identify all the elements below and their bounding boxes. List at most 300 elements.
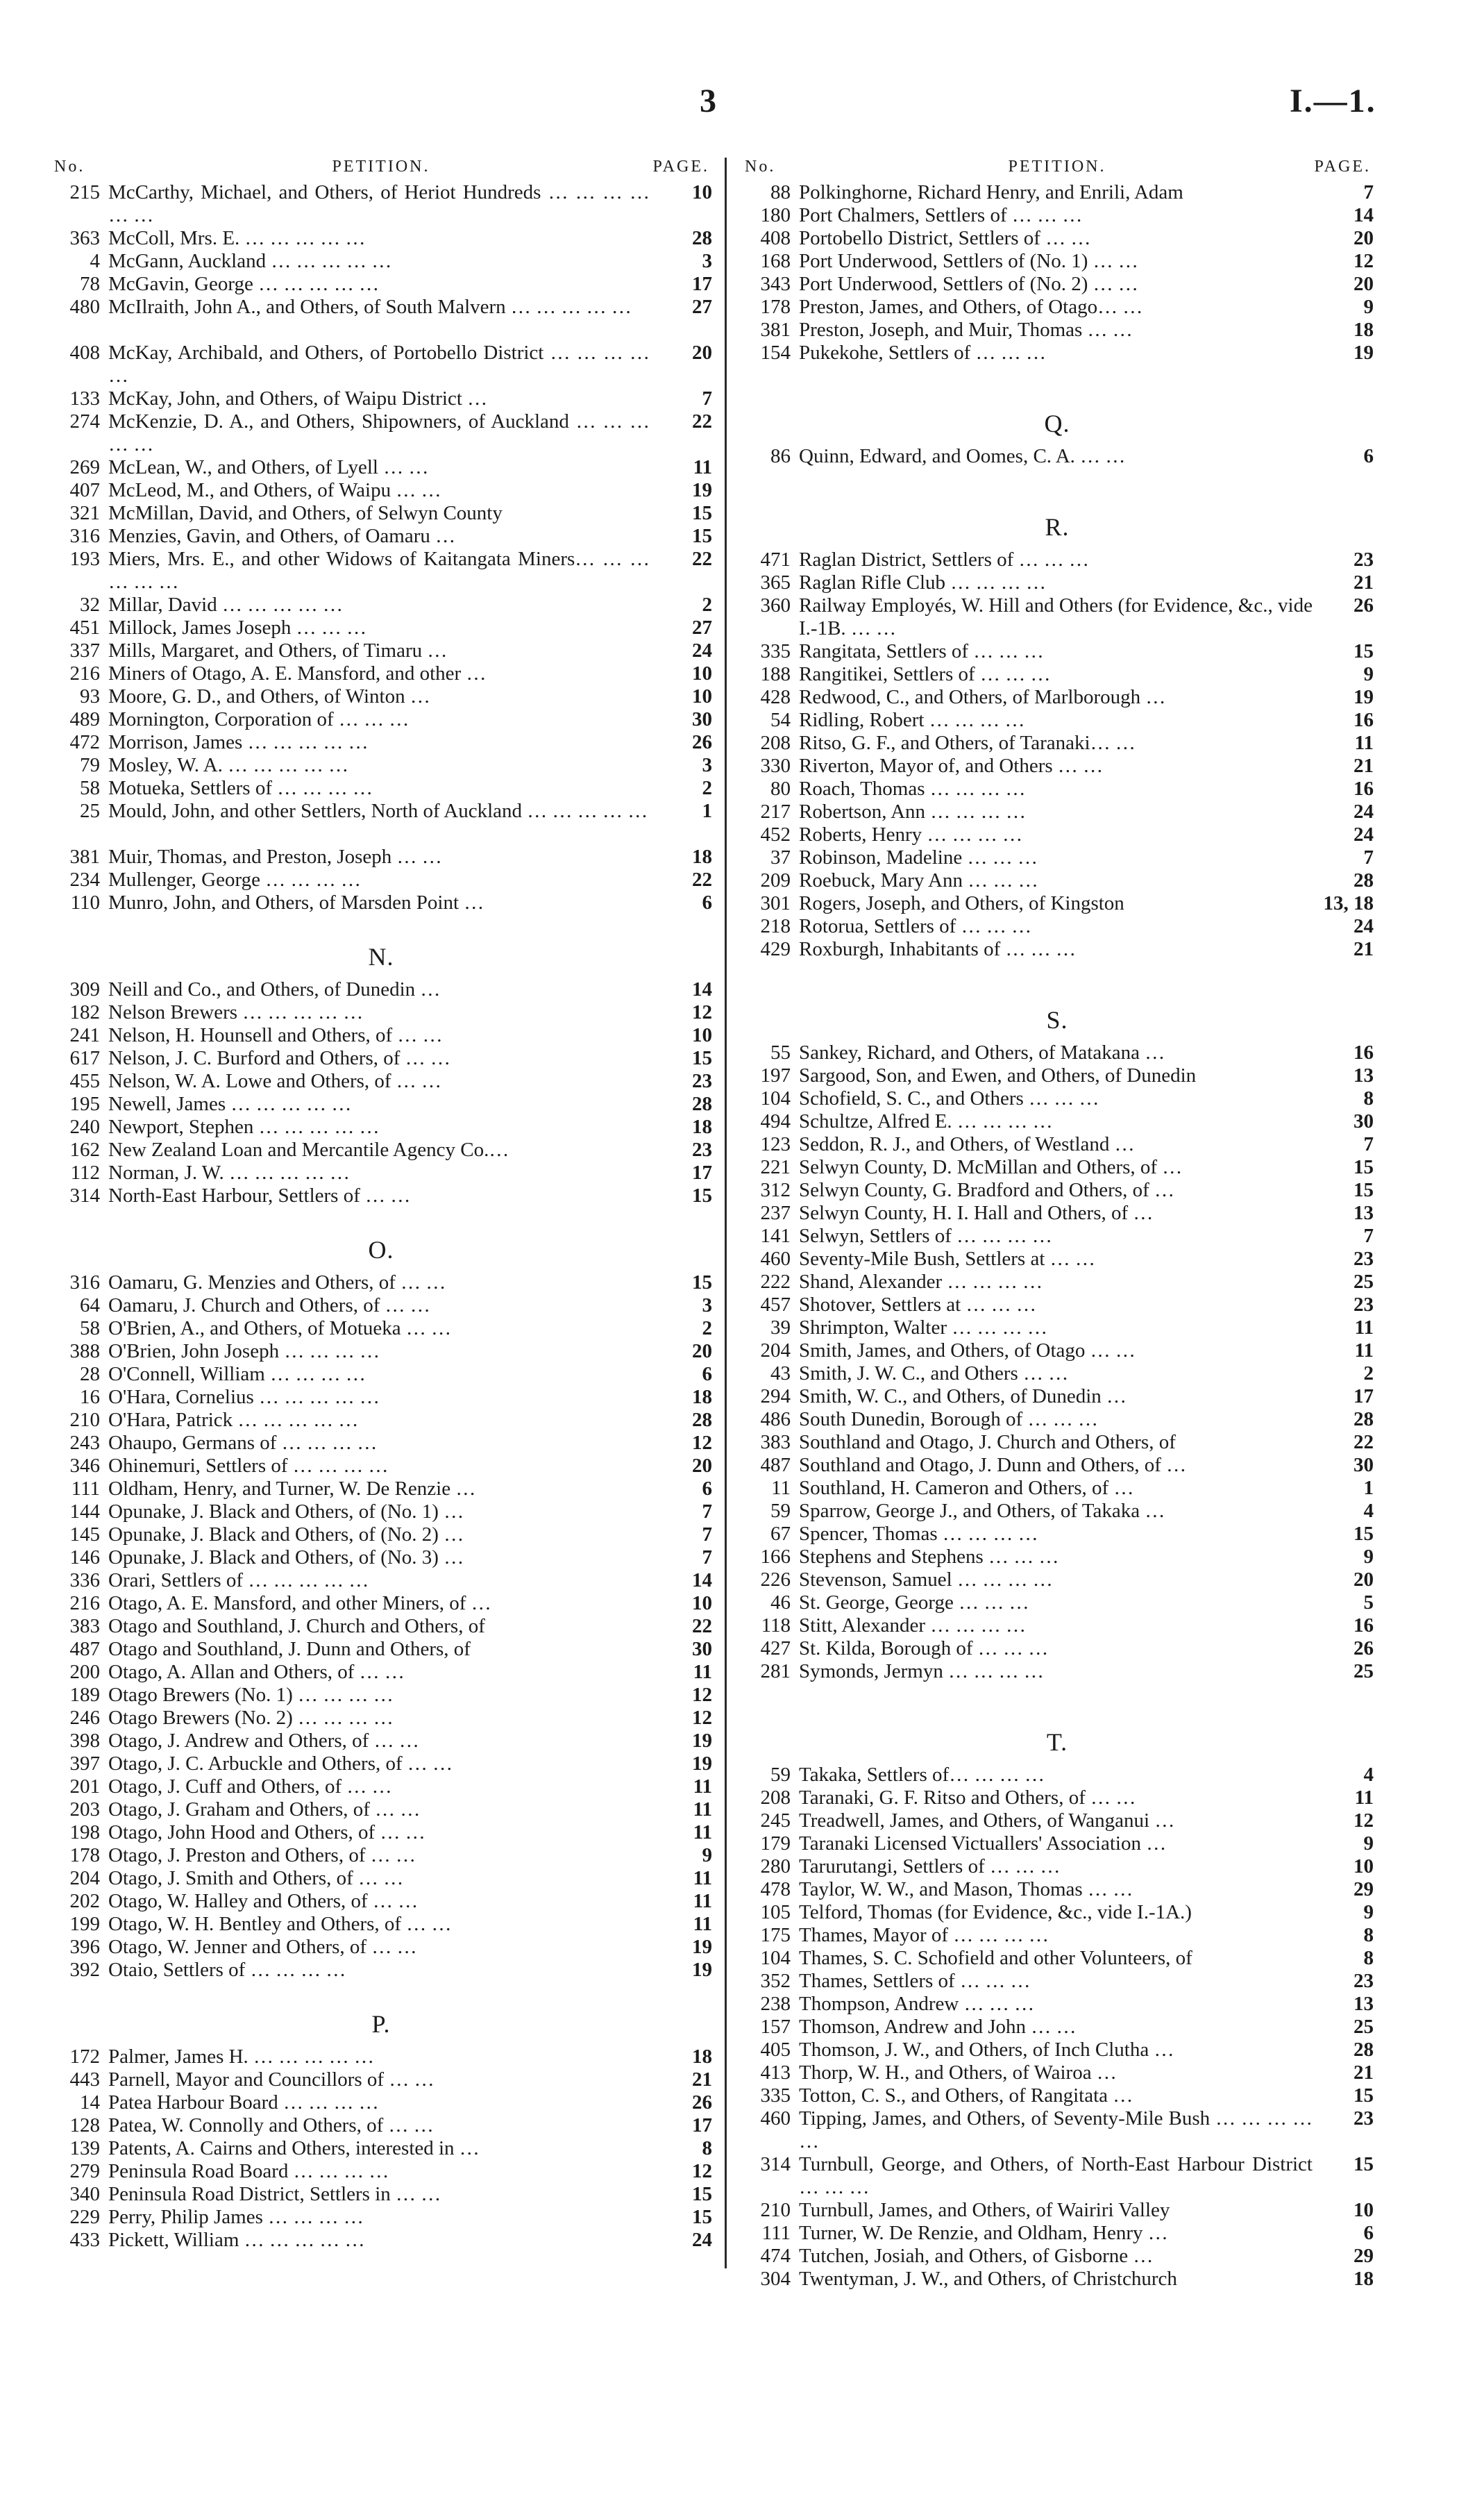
entry-number: 175 (760, 1924, 791, 1946)
index-entry (47, 594, 715, 617)
entry-petition: Stevenson, Samuel … … … … (799, 1569, 1053, 1591)
entry-number: 279 (69, 2160, 100, 2182)
entry-petition: Ridling, Robert … … … … (799, 709, 1025, 731)
entry-petition: Sankey, Richard, and Others, of Matakana … (799, 1042, 1165, 1064)
index-entry (738, 801, 1376, 823)
entry-page: 18 (692, 1386, 712, 1408)
entry-page: 24 (692, 2229, 712, 2251)
entry-petition: Otago, J. Smith and Others, of … … (108, 1867, 404, 1889)
entry-number: 178 (69, 1844, 100, 1866)
entry-petition: Symonds, Jermyn … … … … (799, 1660, 1044, 1682)
entry-page: 10 (1354, 1855, 1374, 1877)
entry-page: 24 (1354, 915, 1374, 937)
entry-number: 480 (69, 296, 100, 318)
entry-petition: McKay, John, and Others, of Waipu District … (108, 387, 488, 410)
entry-page: 17 (692, 1162, 712, 1184)
index-entry (47, 456, 715, 479)
index-entry (47, 2091, 715, 2114)
entry-number: 240 (69, 1116, 100, 1138)
index-entry (47, 1798, 715, 1821)
index-entry (47, 978, 715, 1001)
entry-page: 4 (1363, 1500, 1374, 1522)
entry-petition: Selwyn County, G. Bradford and Others, of … (799, 1179, 1174, 1201)
entry-number: 25 (80, 800, 100, 822)
index-entry (738, 1787, 1376, 1809)
entry-number: 189 (69, 1684, 100, 1706)
index-entry (47, 250, 715, 273)
entry-page: 12 (692, 1001, 712, 1023)
entry-page: 6 (1363, 2222, 1374, 2244)
index-entry (738, 571, 1376, 594)
index-entry (47, 1271, 715, 1294)
entry-page: 7 (702, 387, 712, 410)
entry-petition: Otago and Southland, J. Dunn and Others, of (108, 1638, 471, 1660)
entry-number: 383 (69, 1615, 100, 1637)
entry-page: 13 (1354, 1202, 1374, 1224)
entry-number: 487 (69, 1638, 100, 1660)
entry-page: 14 (692, 1569, 712, 1591)
entry-petition: Otago Brewers (No. 2) … … … … (108, 1707, 394, 1729)
entry-number: 486 (760, 1408, 791, 1430)
index-entry (47, 1070, 715, 1093)
entry-number: 383 (760, 1431, 791, 1453)
entry-page: 20 (1354, 273, 1374, 295)
entry-number: 336 (69, 1569, 100, 1591)
entry-page: 16 (1354, 778, 1374, 800)
entry-petition: Millar, David … … … … … (108, 594, 343, 616)
index-entry (738, 1993, 1376, 2016)
entry-number: 309 (69, 978, 100, 1001)
entry-petition: Smith, James, and Others, of Otago … … (799, 1339, 1136, 1362)
index-entry (47, 273, 715, 296)
entry-petition: Otago, John Hood and Others, of … … (108, 1821, 425, 1843)
index-entry (738, 594, 1376, 640)
entry-number: 460 (760, 1248, 791, 1270)
entry-page: 29 (1354, 1878, 1374, 1900)
entry-petition: Thomson, Andrew and John … … (799, 2016, 1077, 2038)
entry-page: 10 (692, 1024, 712, 1046)
entry-petition: Thorp, W. H., and Others, of Wairoa … (799, 2061, 1117, 2084)
entry-number: 487 (760, 1454, 791, 1476)
entry-number: 352 (760, 1970, 791, 1992)
index-entry (47, 639, 715, 662)
index-entry (738, 1271, 1376, 1294)
entry-page: 7 (1363, 846, 1374, 869)
entry-page: 6 (1363, 445, 1374, 467)
section-p (47, 2046, 715, 2252)
entry-page: 11 (693, 1821, 712, 1843)
entry-number: 208 (760, 1787, 791, 1809)
index-entry (738, 663, 1376, 686)
entry-page: 22 (692, 548, 712, 570)
entry-number: 193 (69, 548, 100, 570)
entry-page: 8 (1363, 1087, 1374, 1110)
entry-number: 201 (69, 1775, 100, 1798)
entry-page: 12 (692, 2160, 712, 2182)
entry-petition: Otago, J. Preston and Others, of … … (108, 1844, 416, 1866)
entry-petition: Rogers, Joseph, and Others, of Kingston (799, 892, 1124, 914)
index-entry (47, 1913, 715, 1936)
entry-page: 27 (692, 617, 712, 639)
entry-petition: Patents, A. Cairns and Others, interested in … (108, 2137, 480, 2159)
entry-petition: Newport, Stephen … … … … … (108, 1116, 380, 1138)
index-entry (47, 227, 715, 250)
entry-petition: Orari, Settlers of … … … … … (108, 1569, 369, 1591)
entry-number: 215 (69, 181, 100, 203)
entry-page: 28 (692, 1409, 712, 1431)
entry-page: 9 (1363, 296, 1374, 318)
index-entry (47, 731, 715, 754)
index-entry (738, 342, 1376, 365)
index-entry (47, 479, 715, 502)
entry-petition: Turner, W. De Renzie, and Oldham, Henry … (799, 2222, 1168, 2244)
section-letter: N. (368, 943, 394, 971)
entry-petition: Neill and Co., and Others, of Dunedin … (108, 978, 441, 1001)
entry-page: 25 (1354, 1271, 1374, 1293)
petition-header: PETITION. (1008, 158, 1106, 176)
entry-number: 133 (69, 387, 100, 410)
entry-petition: Takaka, Settlers of… … … … (799, 1764, 1045, 1786)
entry-petition: Stitt, Alexander … … … … (799, 1614, 1027, 1637)
entry-petition: Port Underwood, Settlers of (No. 2) … … (799, 273, 1138, 295)
index-entry (738, 1202, 1376, 1225)
index-entry (47, 892, 715, 914)
entry-page: 10 (692, 1592, 712, 1614)
index-entry (738, 1431, 1376, 1454)
entry-page: 4 (1363, 1764, 1374, 1786)
index-entry (738, 1523, 1376, 1546)
entry-petition: Preston, James, and Others, of Otago… … (799, 296, 1143, 318)
entry-petition: Nelson, W. A. Lowe and Others, of … … (108, 1070, 442, 1092)
entry-petition: Peninsula Road Board … … … … (108, 2160, 389, 2182)
index-entry (738, 1362, 1376, 1385)
entry-page: 15 (692, 1185, 712, 1207)
entry-number: 405 (760, 2039, 791, 2061)
entry-number: 346 (69, 1455, 100, 1477)
entry-number: 221 (760, 1156, 791, 1178)
section-o (47, 1271, 715, 1982)
entry-page: 19 (692, 1959, 712, 1981)
index-entry (738, 2016, 1376, 2039)
index-entry (738, 181, 1376, 204)
section-letter: T. (1046, 1728, 1068, 1756)
entry-page: 7 (1363, 1133, 1374, 1155)
index-entry (47, 1844, 715, 1867)
index-entry (738, 1878, 1376, 1901)
index-entry (47, 1867, 715, 1890)
entry-page: 19 (692, 1730, 712, 1752)
entry-petition: O'Hara, Cornelius … … … … … (108, 1386, 380, 1408)
entry-page: 19 (1354, 686, 1374, 708)
entry-number: 472 (69, 731, 100, 753)
entry-number: 16 (80, 1386, 100, 1408)
index-entry (738, 1248, 1376, 1271)
index-entry (47, 181, 715, 227)
column-header (738, 158, 1376, 181)
entry-number: 88 (770, 181, 791, 203)
entry-number: 37 (770, 846, 791, 869)
entry-number: 54 (770, 709, 791, 731)
entry-petition: Port Chalmers, Settlers of … … … (799, 204, 1083, 226)
index-entry (738, 1901, 1376, 1924)
index-entry (47, 1386, 715, 1409)
entry-petition: Menzies, Gavin, and Others, of Oamaru … (108, 525, 456, 547)
entry-number: 234 (69, 869, 100, 891)
entry-page: 12 (1354, 250, 1374, 272)
entry-petition: Thomson, J. W., and Others, of Inch Clutha … (799, 2039, 1174, 2061)
entry-petition: Sparrow, George J., and Others, of Takaka … (799, 1500, 1165, 1522)
index-entry (738, 1855, 1376, 1878)
entry-petition: McLean, W., and Others, of Lyell … … (108, 456, 429, 478)
entry-page: 15 (692, 1271, 712, 1294)
entry-page: 22 (692, 869, 712, 891)
entry-number: 360 (760, 594, 791, 617)
entry-page: 14 (1354, 204, 1374, 226)
entry-number: 182 (69, 1001, 100, 1023)
entry-page: 28 (692, 1093, 712, 1115)
entry-number: 321 (69, 502, 100, 524)
entry-number: 145 (69, 1523, 100, 1546)
entry-page: 13, 18 (1323, 892, 1374, 914)
entry-page: 11 (1354, 1787, 1374, 1809)
entry-number: 146 (69, 1546, 100, 1569)
entry-petition: Telford, Thomas (for Evidence, &c., vide I.-1A.) (799, 1901, 1192, 1923)
index-entry (47, 1546, 715, 1569)
entry-page: 9 (702, 1844, 712, 1866)
index-entry (738, 1087, 1376, 1110)
entry-number: 111 (761, 2222, 791, 2244)
entry-petition: Southland and Otago, J. Dunn and Others, of … (799, 1454, 1187, 1476)
entry-petition: Nelson Brewers … … … … … (108, 1001, 364, 1023)
entry-page: 3 (702, 250, 712, 272)
entry-petition: Opunake, J. Black and Others, of (No. 1) … (108, 1500, 464, 1523)
entry-page: 15 (692, 2183, 712, 2205)
entry-page: 6 (702, 892, 712, 914)
no-header: No. (745, 158, 776, 176)
entry-page: 3 (702, 754, 712, 776)
index-entry (47, 800, 715, 846)
entry-petition: Roebuck, Mary Ann … … … (799, 869, 1038, 892)
entry-number: 489 (69, 708, 100, 730)
entry-page: 15 (692, 502, 712, 524)
entry-number: 154 (760, 342, 791, 364)
entry-page: 3 (702, 1294, 712, 1316)
entry-petition: Robertson, Ann … … … … (799, 801, 1027, 823)
entry-petition: Thames, Settlers of … … … (799, 1970, 1031, 1992)
index-entry (47, 2114, 715, 2137)
index-entry (738, 1764, 1376, 1787)
entry-petition: Otaio, Settlers of … … … … (108, 1959, 346, 1981)
entry-petition: O'Hara, Patrick … … … … … (108, 1409, 359, 1431)
entry-page: 11 (693, 1775, 712, 1798)
entry-petition: Robinson, Madeline … … … (799, 846, 1038, 869)
entry-page: 23 (1354, 549, 1374, 571)
entry-page: 15 (692, 2206, 712, 2228)
index-entry (47, 2137, 715, 2160)
entry-petition: Munro, John, and Others, of Marsden Point … (108, 892, 484, 914)
entry-petition: Port Underwood, Settlers of (No. 1) … … (799, 250, 1138, 272)
entry-number: 269 (69, 456, 100, 478)
entry-page: 15 (1354, 2153, 1374, 2175)
index-entry (47, 1661, 715, 1684)
index-entry (738, 1970, 1376, 1993)
entry-petition: Rotorua, Settlers of … … … (799, 915, 1032, 937)
index-entry (47, 708, 715, 731)
entry-page: 12 (692, 1707, 712, 1729)
entry-petition: Miers, Mrs. E., and other Widows of Kaitangata Miners… … … … … … (108, 548, 650, 593)
entry-number: 198 (69, 1821, 100, 1843)
index-entry (738, 296, 1376, 319)
entry-petition: Raglan Rifle Club … … … … (799, 571, 1047, 594)
entry-petition: Ritso, G. F., and Others, of Taranaki… … (799, 732, 1136, 754)
index-entry (738, 2199, 1376, 2222)
entry-petition: Quinn, Edward, and Oomes, C. A. … … (799, 445, 1126, 467)
entry-page: 11 (693, 1913, 712, 1935)
entry-petition: Treadwell, James, and Others, of Wanganui … (799, 1809, 1175, 1832)
entry-number: 144 (69, 1500, 100, 1523)
entry-number: 105 (760, 1901, 791, 1923)
entry-page: 9 (1363, 1546, 1374, 1568)
entry-page: 21 (1354, 571, 1374, 594)
index-entry (47, 387, 715, 410)
index-entry (738, 273, 1376, 296)
entry-petition: North-East Harbour, Settlers of … … (108, 1185, 411, 1207)
entry-petition: Otago Brewers (No. 1) … … … … (108, 1684, 394, 1706)
index-entry (738, 250, 1376, 273)
section-m (47, 181, 715, 914)
entry-number: 86 (770, 445, 791, 467)
entry-petition: Oldham, Henry, and Turner, W. De Renzie … (108, 1478, 476, 1500)
column-divider (725, 158, 727, 2268)
entry-petition: Otago, A. E. Mansford, and other Miners, of … (108, 1592, 491, 1614)
section-letter: Q. (1044, 410, 1070, 437)
entry-petition: McGavin, George … … … … … (108, 273, 380, 295)
entry-petition: Patea, W. Connolly and Others, of … … (108, 2114, 434, 2136)
index-entry (738, 846, 1376, 869)
entry-number: 427 (760, 1637, 791, 1659)
entry-petition: Ohaupo, Germans of … … … … (108, 1432, 378, 1454)
entry-page: 11 (693, 456, 712, 478)
entry-petition: Schultze, Alfred E. … … … … (799, 1110, 1053, 1132)
entry-page: 22 (692, 1615, 712, 1637)
entry-page: 5 (1363, 1591, 1374, 1614)
entry-petition: Palmer, James H. … … … … … (108, 2046, 375, 2068)
index-entry (47, 777, 715, 800)
entry-page: 12 (692, 1432, 712, 1454)
index-entry (47, 1340, 715, 1363)
entry-page: 2 (702, 1317, 712, 1339)
entry-petition: Stephens and Stephens … … … (799, 1546, 1059, 1568)
entry-number: 14 (80, 2091, 100, 2114)
index-entry (738, 2222, 1376, 2245)
index-entry (47, 502, 715, 525)
entry-page: 15 (692, 1047, 712, 1069)
entry-number: 78 (80, 273, 100, 295)
entry-petition: Newell, James … … … … … (108, 1093, 352, 1115)
entry-number: 118 (761, 1614, 791, 1637)
entry-page: 11 (1354, 1316, 1374, 1339)
entry-number: 216 (69, 1592, 100, 1614)
entry-number: 226 (760, 1569, 791, 1591)
section-letter: P. (371, 2010, 391, 2038)
entry-number: 39 (770, 1316, 791, 1339)
entry-petition: Mornington, Corporation of … … … (108, 708, 410, 730)
section-p-continued (738, 181, 1376, 365)
entry-number: 162 (69, 1139, 100, 1161)
index-entry (738, 1339, 1376, 1362)
index-entry (47, 1684, 715, 1707)
entry-page: 23 (692, 1070, 712, 1092)
section-letter: R. (1045, 513, 1070, 541)
entry-page: 20 (692, 1455, 712, 1477)
entry-petition: Patea Harbour Board … … … … (108, 2091, 379, 2114)
index-entry (738, 869, 1376, 892)
index-entry (47, 662, 715, 685)
entry-petition: Rangitata, Settlers of … … … (799, 640, 1044, 662)
entry-number: 398 (69, 1730, 100, 1752)
entry-petition: Southland and Otago, J. Church and Others, of (799, 1431, 1176, 1453)
index-entry (738, 1569, 1376, 1591)
entry-petition: Thames, Mayor of … … … … (799, 1924, 1049, 1946)
entry-number: 396 (69, 1936, 100, 1958)
entry-number: 245 (760, 1809, 791, 1832)
index-entry (738, 778, 1376, 801)
index-entry (738, 445, 1376, 468)
index-entry (738, 938, 1376, 961)
entry-number: 210 (69, 1409, 100, 1431)
entry-page: 22 (692, 410, 712, 433)
entry-number: 455 (69, 1070, 100, 1092)
index-entry (47, 1890, 715, 1913)
index-entry (738, 1064, 1376, 1087)
index-entry (738, 319, 1376, 342)
entry-page: 18 (692, 2046, 712, 2068)
document-code: I.—1. (1290, 83, 1376, 119)
entry-petition: Roxburgh, Inhabitants of … … … (799, 938, 1076, 960)
entry-page: 17 (1354, 1385, 1374, 1407)
entry-petition: Taylor, W. W., and Mason, Thomas … … (799, 1878, 1133, 1900)
entry-petition: Turnbull, George, and Others, of North-East Harbour District … … … (799, 2153, 1313, 2198)
entry-number: 280 (760, 1855, 791, 1877)
entry-page: 30 (692, 708, 712, 730)
entry-petition: Mould, John, and other Settlers, North of Auckland … … … … … (108, 800, 648, 822)
entry-petition: Otago, W. Jenner and Others, of … … (108, 1936, 417, 1958)
page-number: 3 (700, 83, 716, 119)
entry-number: 340 (69, 2183, 100, 2205)
entry-petition: Shrimpton, Walter … … … … (799, 1316, 1047, 1339)
entry-number: 43 (770, 1362, 791, 1385)
entry-page: 24 (1354, 823, 1374, 846)
entry-page: 15 (1354, 1179, 1374, 1201)
entry-petition: McColl, Mrs. E. … … … … … (108, 227, 366, 249)
entry-petition: Pukekohe, Settlers of … … … (799, 342, 1047, 364)
left-column (47, 158, 715, 2252)
index-entry (47, 1707, 715, 1730)
entry-number: 365 (760, 571, 791, 594)
entry-number: 397 (69, 1753, 100, 1775)
index-entry (738, 1832, 1376, 1855)
index-entry (738, 1591, 1376, 1614)
entry-number: 128 (69, 2114, 100, 2136)
entry-number: 180 (760, 204, 791, 226)
entry-number: 218 (760, 915, 791, 937)
entry-page: 30 (1354, 1110, 1374, 1132)
index-entry (47, 1455, 715, 1478)
entry-number: 199 (69, 1913, 100, 1935)
entry-page: 15 (692, 525, 712, 547)
index-entry (47, 1753, 715, 1775)
entry-number: 241 (69, 1024, 100, 1046)
